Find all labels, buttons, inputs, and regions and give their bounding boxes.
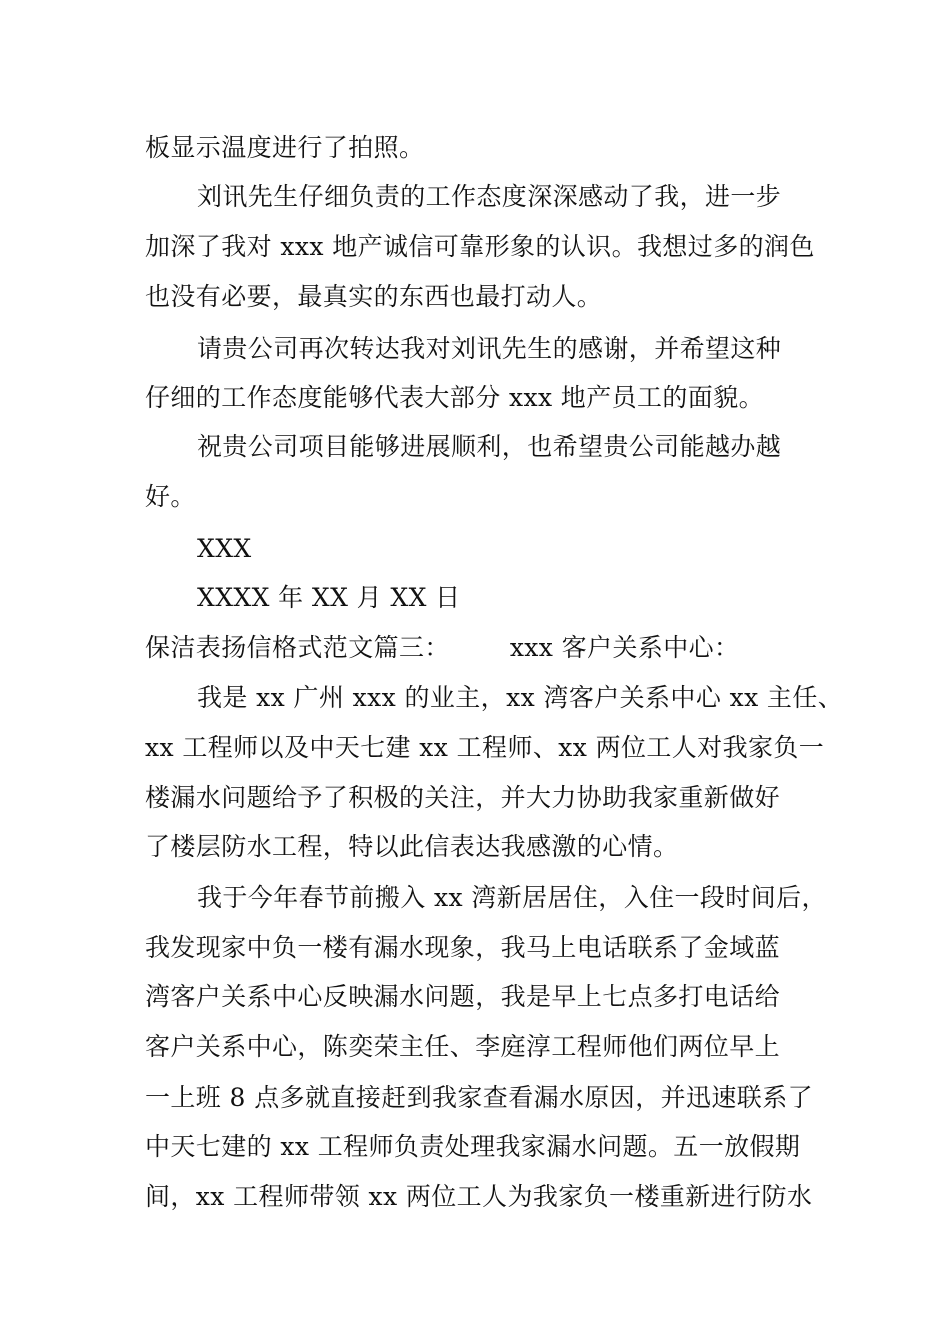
text-line: 间，xx 工程师带领 xx 两位工人为我家负一楼重新进行防水 [145, 1182, 813, 1211]
section-title: 保洁表扬信格式范文篇三： [145, 633, 450, 662]
letter-salutation: xxx 客户关系中心： [509, 633, 740, 662]
text-line: 祝贵公司项目能够进展顺利，也希望贵公司能越办越 [197, 432, 782, 461]
text-line: 我于今年春节前搬入 xx 湾新居居住，入住一段时间后， [197, 883, 827, 912]
text-line: xx 工程师以及中天七建 xx 工程师、xx 两位工人对我家负一 [145, 733, 825, 762]
text-line: 一上班 8 点多就直接赶到我家查看漏水原因，并迅速联系了 [145, 1083, 814, 1112]
text-line: 板显示温度进行了拍照。 [145, 133, 425, 162]
text-line: 中天七建的 xx 工程师负责处理我家漏水问题。五一放假期 [145, 1132, 801, 1161]
text-line: 湾客户关系中心反映漏水问题，我是早上七点多打电话给 [145, 982, 781, 1011]
text-line: 楼漏水问题给予了积极的关注，并大力协助我家重新做好 [145, 783, 781, 812]
text-line: 加深了我对 xxx 地产诚信可靠形象的认识。我想过多的润色 [145, 232, 815, 261]
text-line: 也没有必要，最真实的东西也最打动人。 [145, 282, 603, 311]
text-line: 我是 xx 广州 xxx 的业主，xx 湾客户关系中心 xx 主任、 [197, 683, 844, 712]
text-line: 了楼层防水工程，特以此信表达我感激的心情。 [145, 832, 679, 861]
signature-date: XXXX 年 XX 月 XX 日 [197, 583, 461, 612]
text-line: 仔细的工作态度能够代表大部分 xxx 地产员工的面貌。 [145, 383, 764, 412]
text-line: 客户关系中心，陈奕荣主任、李庭淳工程师他们两位早上 [145, 1032, 781, 1061]
text-line: 刘讯先生仔细负责的工作态度深深感动了我，进一步 [197, 182, 782, 211]
section-heading [145, 632, 835, 664]
text-line: 我发现家中负一楼有漏水现象，我马上电话联系了金域蓝 [145, 933, 781, 962]
text-line: 好。 [145, 482, 196, 511]
signature-name: XXX [197, 534, 252, 563]
text-line: 请贵公司再次转达我对刘讯先生的感谢，并希望这种 [197, 334, 782, 363]
